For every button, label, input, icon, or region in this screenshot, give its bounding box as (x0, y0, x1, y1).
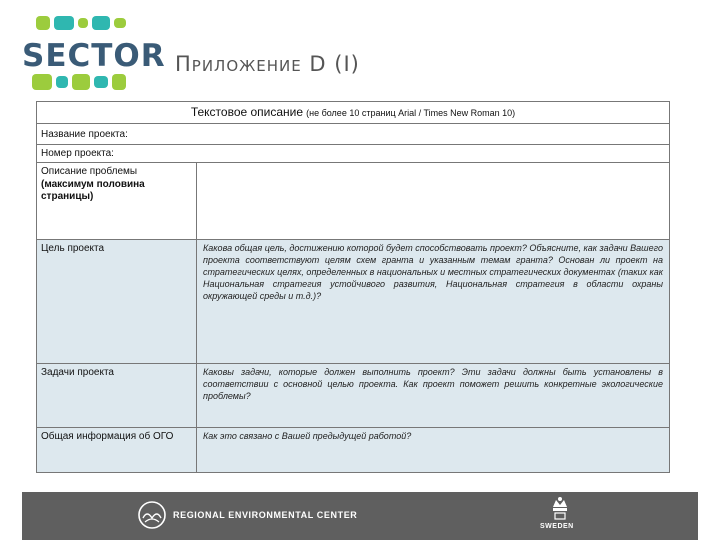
logo-square (56, 76, 68, 88)
project-objectives-label (37, 364, 197, 428)
logo-square (78, 18, 88, 28)
logo-square (94, 76, 108, 88)
general-info-label (37, 428, 197, 472)
logo-text: SECTOR (22, 38, 166, 74)
logo-square (112, 74, 126, 90)
project-goal-label (37, 240, 197, 364)
label-text: Задачи проекта (41, 367, 114, 378)
logo-square (92, 16, 110, 30)
label-text: Цель проекта (41, 243, 105, 254)
logo-square (54, 16, 74, 30)
footer-bar (22, 492, 698, 540)
problem-description-label (37, 163, 197, 240)
project-number-label: Номер проекта: (41, 148, 114, 159)
form-header (37, 102, 669, 124)
logo-square (114, 18, 126, 28)
problem-description-cell[interactable] (197, 163, 669, 240)
sweden-crown-icon (545, 495, 575, 521)
logo-square (72, 74, 90, 90)
label-bold-text: (максимум половина страницы) (41, 178, 145, 202)
form-header-note: (не более 10 страниц Arial / Times New Roman 10) (306, 108, 516, 118)
rec-logo-icon (137, 500, 167, 530)
project-goal-cell[interactable]: Какова общая цель, достижению которой будет способствовать проект? Объясните, как задачи Вашего проекта соответствуют целям схем гранта и указанным темам гранта? Основан ли проект на стратегических целях, определенных в национальных и местных стратегических документах (таких как Национальная стратегия устойчивого развития, Национальная стратегия в области охраны окружающей среды и т.д.)? (197, 240, 669, 364)
logo-square (36, 16, 50, 30)
project-name-label: Название проекта: (41, 129, 128, 140)
sweden-label: SWEDEN (540, 523, 574, 530)
project-number-row (37, 145, 669, 163)
logo-square (32, 74, 52, 90)
general-info-cell[interactable]: Как это связано с Вашей предыдущей работой? (203, 431, 412, 441)
label-text: Общая информация об ОГО (41, 431, 174, 442)
label-text: Описание проблемы (41, 166, 138, 177)
project-name-row (37, 124, 669, 145)
form-header-title: Текстовое описание (190, 105, 304, 119)
sector-logo (18, 16, 166, 96)
project-objectives-cell[interactable]: Каковы задачи, которые должен выполнить проект? Эти задачи должны быть установлены в соответствии с основной целью проекта. Как проект поможет решить конкретные экологические проблемы? (197, 364, 669, 428)
project-form (36, 101, 670, 473)
slide-title: Приложение D (I) (175, 52, 360, 76)
rec-name: REGIONAL ENVIRONMENTAL CENTER (173, 510, 358, 520)
